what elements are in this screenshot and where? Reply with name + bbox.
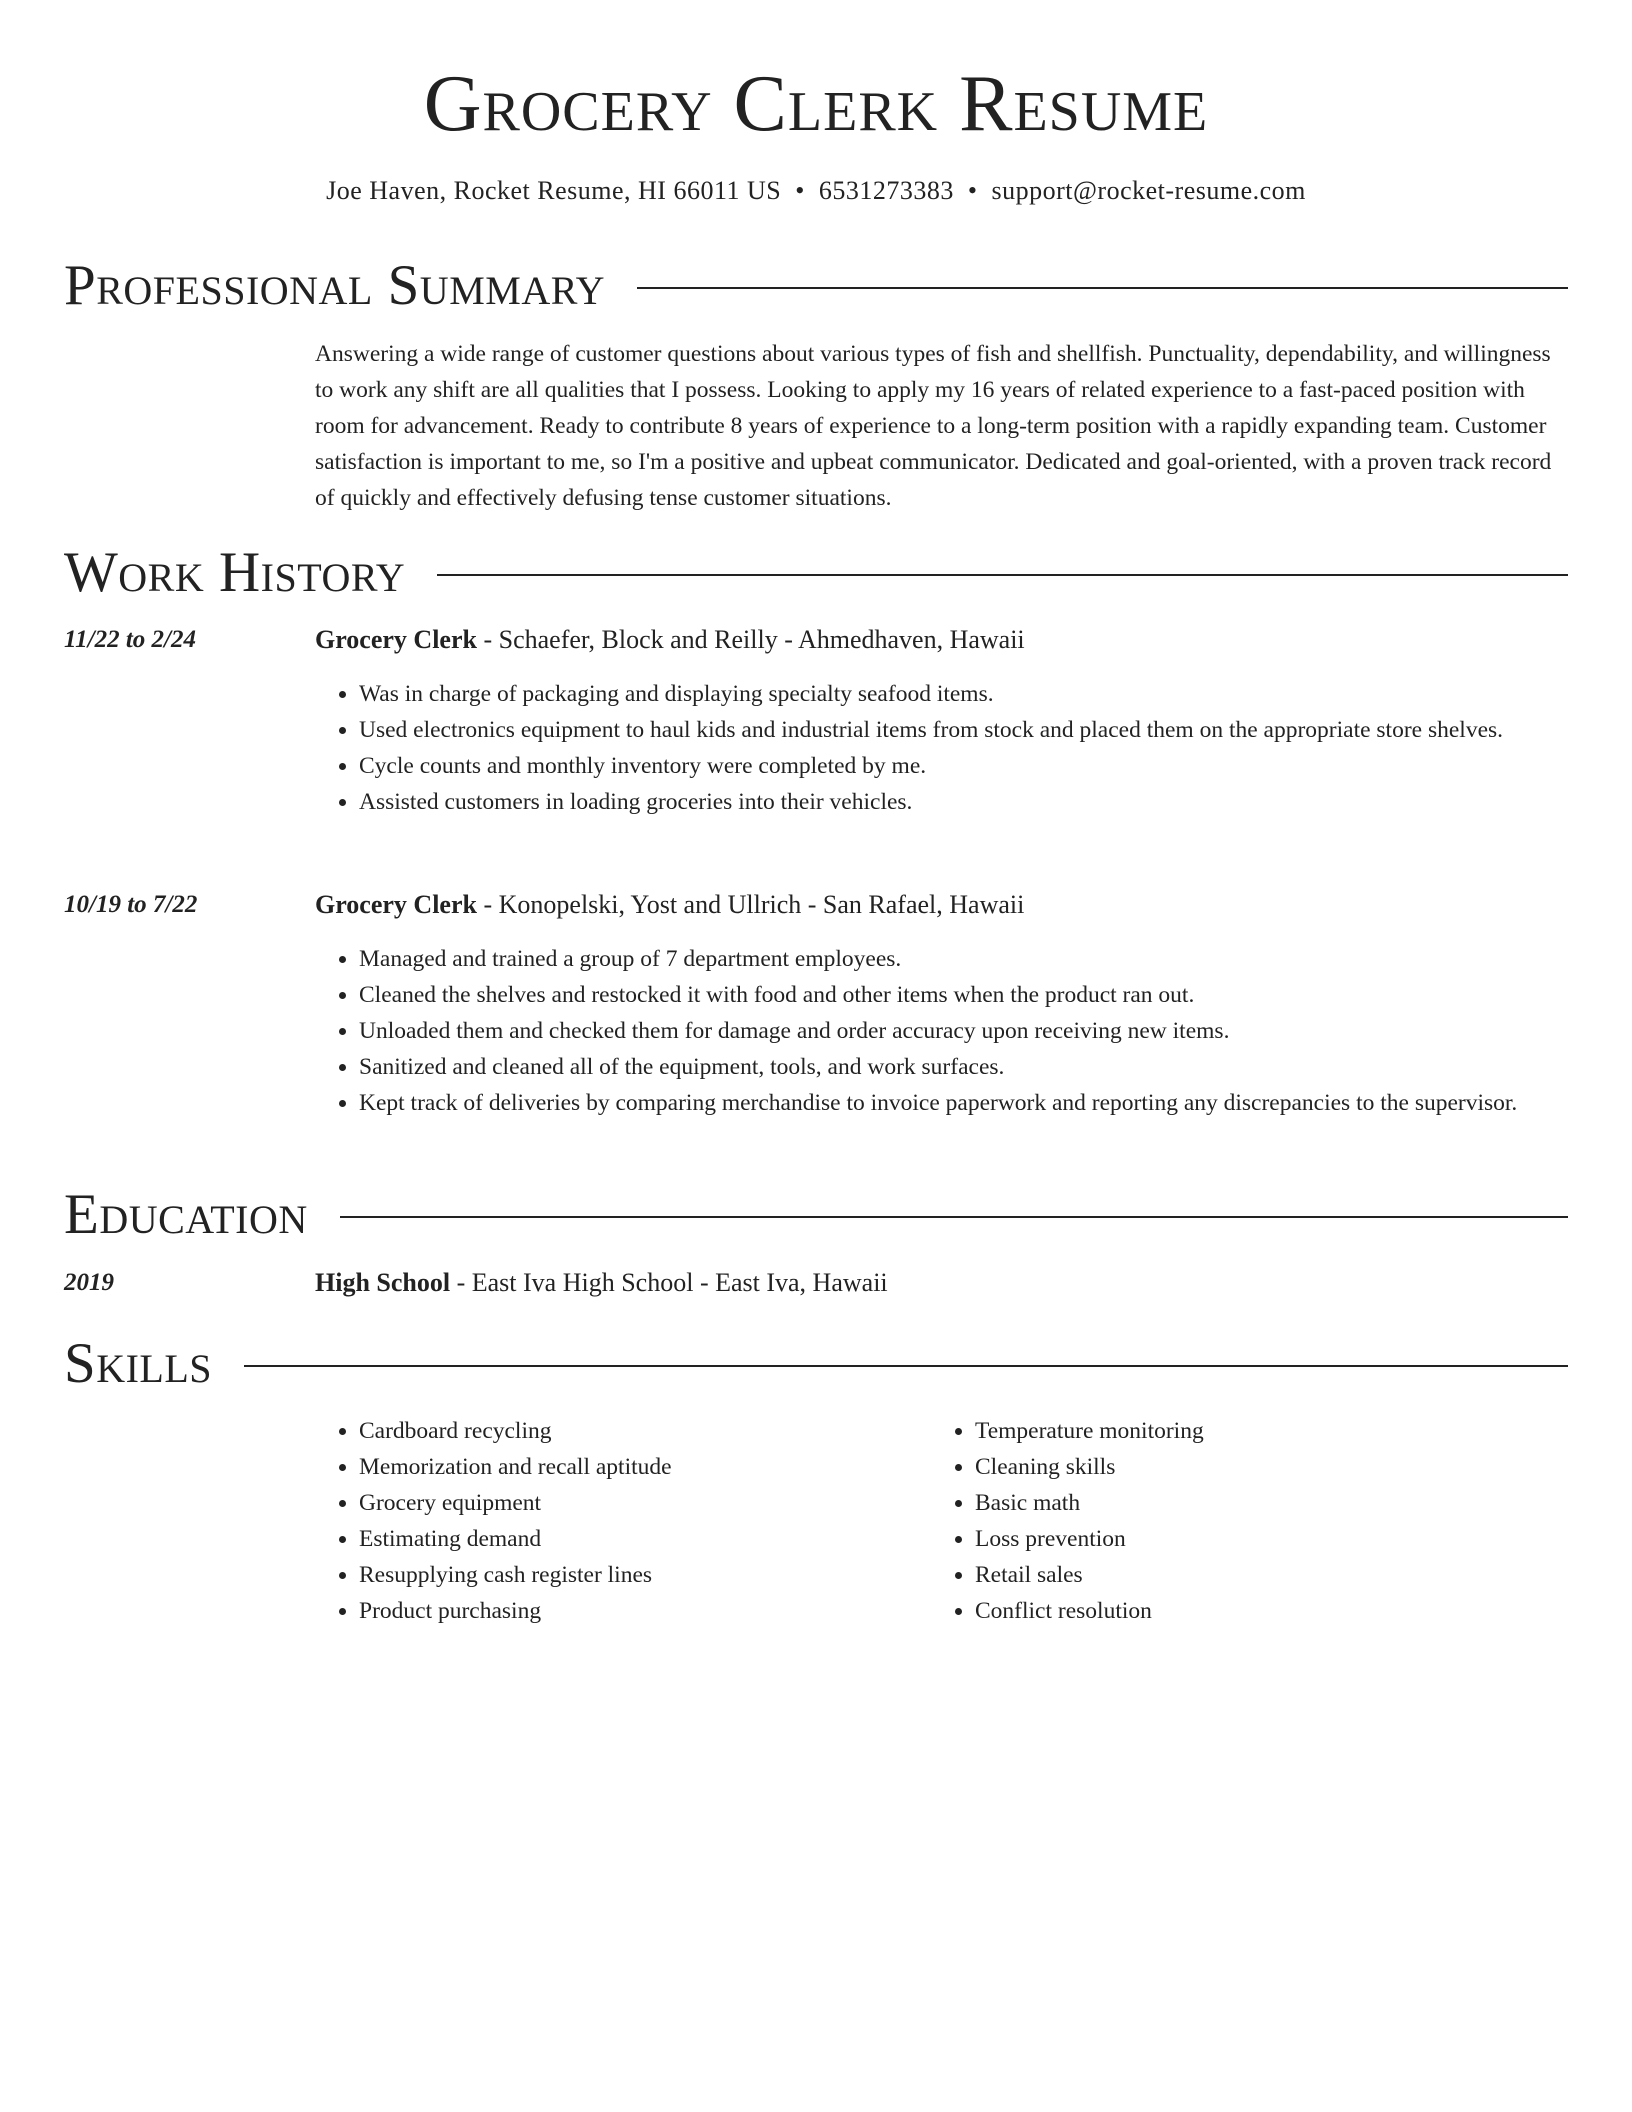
skill-item: • Grocery equipment <box>359 1485 925 1521</box>
skill-item: • Cleaning skills <box>975 1449 1568 1485</box>
skill-item: • Product purchasing <box>359 1593 925 1629</box>
job-bullet: • Unloaded them and checked them for damage and order accuracy upon receiving new items. <box>359 1013 1568 1049</box>
job-role: Grocery Clerk <box>315 625 477 654</box>
job-bullet-list <box>315 676 1568 820</box>
contact-email: support@rocket-resume.com <box>991 176 1306 205</box>
job-role: Grocery Clerk <box>315 890 477 919</box>
section-divider <box>437 574 1568 576</box>
job-bullet: • Used electronics equipment to haul kids and industrial items from stock and placed them on the appropriate store shelves. <box>359 712 1568 748</box>
education-line <box>315 1266 888 1300</box>
job-title-line <box>315 623 1025 657</box>
skill-item: • Loss prevention <box>975 1521 1568 1557</box>
job-bullet: • Assisted customers in loading groceries into their vehicles. <box>359 784 1568 820</box>
education-year: 2019 <box>64 1269 114 1296</box>
work-history-heading: Work History <box>64 541 406 604</box>
skill-item: • Retail sales <box>975 1557 1568 1593</box>
job-bullet: • Cycle counts and monthly inventory were completed by me. <box>359 748 1568 784</box>
job-bullet: • Kept track of deliveries by comparing merchandise to invoice paperwork and reporting any discrepancies to the supervisor. <box>359 1085 1568 1121</box>
job-bullet: • Sanitized and cleaned all of the equipment, tools, and work surfaces. <box>359 1049 1568 1085</box>
skills-list-right <box>931 1413 1568 1629</box>
job-title-line <box>315 888 1024 922</box>
section-divider <box>637 287 1568 289</box>
skill-item: • Basic math <box>975 1485 1568 1521</box>
contact-separator: • <box>795 176 805 205</box>
skill-item: • Temperature monitoring <box>975 1413 1568 1449</box>
resume-title: Grocery Clerk Resume <box>423 60 1209 148</box>
summary-section-header <box>64 254 1568 318</box>
skill-item: • Resupplying cash register lines <box>359 1557 925 1593</box>
skills-section-header <box>64 1332 1568 1396</box>
contact-phone: 6531273383 <box>818 176 954 205</box>
job-dates: 11/22 to 2/24 <box>64 626 196 653</box>
section-divider <box>340 1216 1568 1218</box>
contact-line <box>64 174 1568 208</box>
job-bullet-list <box>315 941 1568 1121</box>
job-bullet: • Managed and trained a group of 7 department employees. <box>359 941 1568 977</box>
skill-item: • Estimating demand <box>359 1521 925 1557</box>
education-degree: High School <box>315 1268 451 1297</box>
contact-address: Joe Haven, Rocket Resume, HI 66011 US <box>326 176 782 205</box>
job-dates: 10/19 to 7/22 <box>64 891 198 918</box>
contact-separator: • <box>967 176 978 205</box>
job-employer: - Schaefer, Block and Reilly - Ahmedhaven, Hawaii <box>476 625 1025 654</box>
education-section-header <box>64 1183 1568 1247</box>
job-employer: - Konopelski, Yost and Ullrich - San Rafael, Hawaii <box>476 890 1025 919</box>
job-bullet: • Cleaned the shelves and restocked it with food and other items when the product ran out. <box>359 977 1568 1013</box>
skills-list-left <box>315 1413 925 1629</box>
section-divider <box>244 1365 1568 1367</box>
summary-text: Answering a wide range of customer questions about various types of fish and shellfish. Punctuality, dependability, and willingness to work any shift are all qualities that I possess. Looking to apply my 16 years of related experience to a fast-paced position with room for advancement. Ready to contribute 8 years of experience to a long-term position with a rapidly expanding team. Customer satisfaction is important to me, so I'm a positive and upbeat communicator. Dedicated and goal-oriented, with a proven track record of quickly and effectively defusing tense customer situations. <box>315 341 1552 511</box>
skills-heading: Skills <box>64 1332 213 1395</box>
skill-item: • Conflict resolution <box>975 1593 1568 1629</box>
skill-item: • Cardboard recycling <box>359 1413 925 1449</box>
skill-item: • Memorization and recall aptitude <box>359 1449 925 1485</box>
education-school: - East Iva High School - East Iva, Hawaii <box>450 1268 888 1297</box>
job-bullet: • Was in charge of packaging and displaying specialty seafood items. <box>359 676 1568 712</box>
work-history-section-header <box>64 541 1568 605</box>
summary-heading: Professional Summary <box>64 254 606 317</box>
education-heading: Education <box>64 1183 308 1246</box>
